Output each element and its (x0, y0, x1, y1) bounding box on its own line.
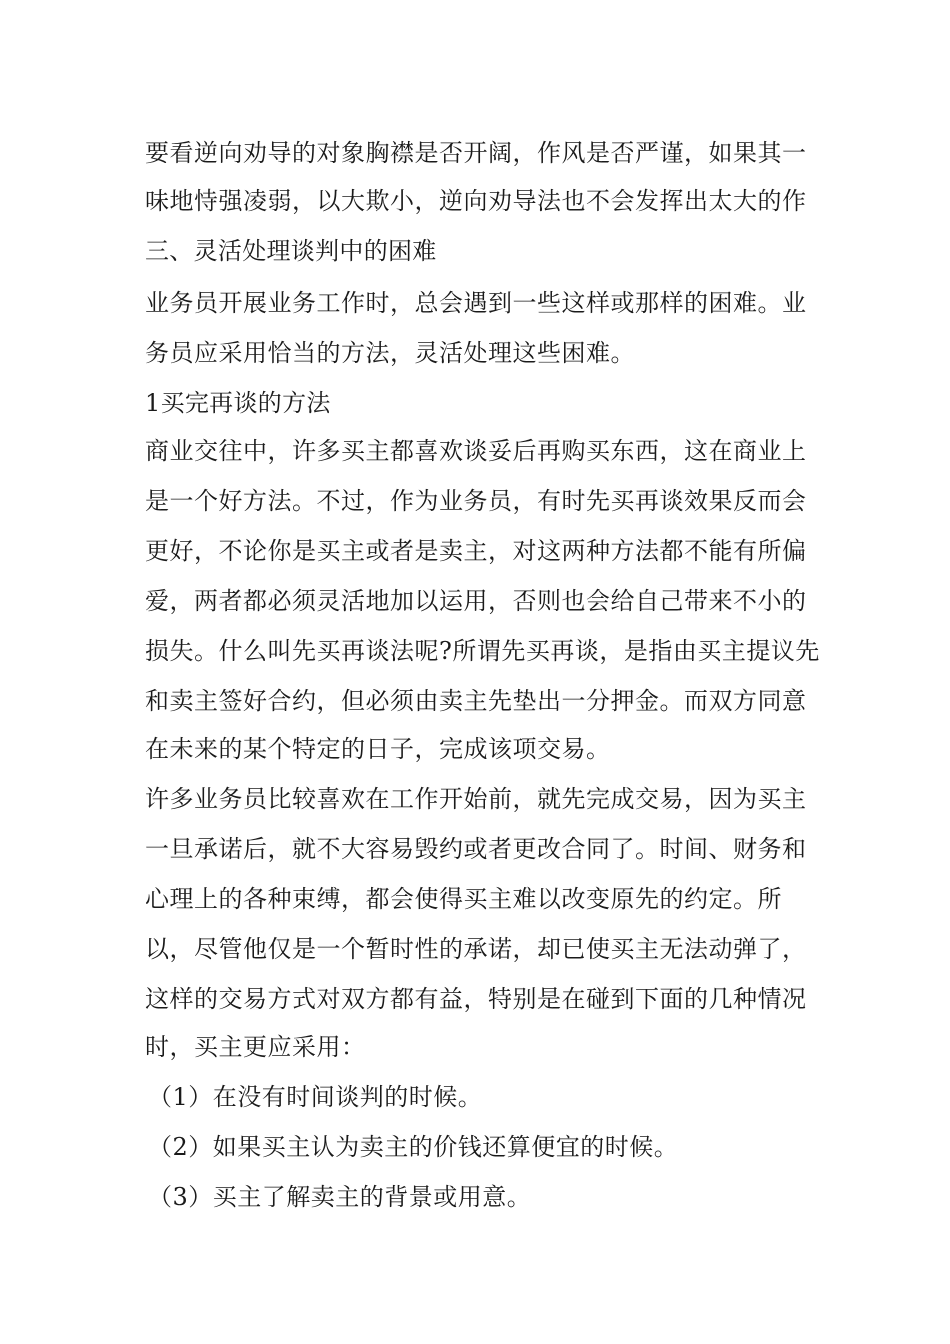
text-line: 爱，两者都必须灵活地加以运用，否则也会给自己带来不小的 (145, 587, 807, 615)
section-heading: 三、灵活处理谈判中的困难 (145, 237, 437, 265)
text-line: 商业交往中，许多买主都喜欢谈妥后再购买东西，这在商业上 (145, 437, 807, 465)
text-line: 这样的交易方式对双方都有益，特别是在碰到下面的几种情况 (145, 985, 807, 1013)
subsection-heading: 1买完再谈的方法 (145, 389, 331, 417)
text-line: 更好，不论你是买主或者是卖主，对这两种方法都不能有所偏 (145, 537, 807, 565)
text-line: 味地恃强凌弱，以大欺小，逆向劝导法也不会发挥出太大的作 (145, 187, 807, 215)
text-line: 是一个好方法。不过，作为业务员，有时先买再谈效果反而会 (145, 487, 807, 515)
text-line: 一旦承诺后，就不大容易毁约或者更改合同了。时间、财务和 (145, 835, 807, 863)
list-item: （3）买主了解卖主的背景或用意。 (148, 1183, 532, 1211)
text-line: 损失。什么叫先买再谈法呢?所谓先买再谈，是指由买主提议先 (145, 637, 820, 665)
text-line: 以，尽管他仅是一个暂时性的承诺，却已使买主无法动弹了， (145, 935, 807, 963)
text-line: 在未来的某个特定的日子，完成该项交易。 (145, 735, 611, 763)
list-item: （2）如果买主认为卖主的价钱还算便宜的时候。 (148, 1133, 679, 1161)
text-line: 要看逆向劝导的对象胸襟是否开阔，作风是否严谨，如果其一 (145, 139, 807, 167)
text-line: 许多业务员比较喜欢在工作开始前，就先完成交易，因为买主 (145, 785, 807, 813)
text-line: 务员应采用恰当的方法，灵活处理这些困难。 (145, 339, 635, 367)
text-line: 和卖主签好合约，但必须由卖主先垫出一分押金。而双方同意 (145, 687, 807, 715)
list-item: （1）在没有时间谈判的时候。 (148, 1083, 483, 1111)
text-line: 时，买主更应采用： (145, 1033, 366, 1061)
text-line: 业务员开展业务工作时，总会遇到一些这样或那样的困难。业 (145, 289, 807, 317)
text-line: 心理上的各种束缚，都会使得买主难以改变原先的约定。所 (145, 885, 782, 913)
